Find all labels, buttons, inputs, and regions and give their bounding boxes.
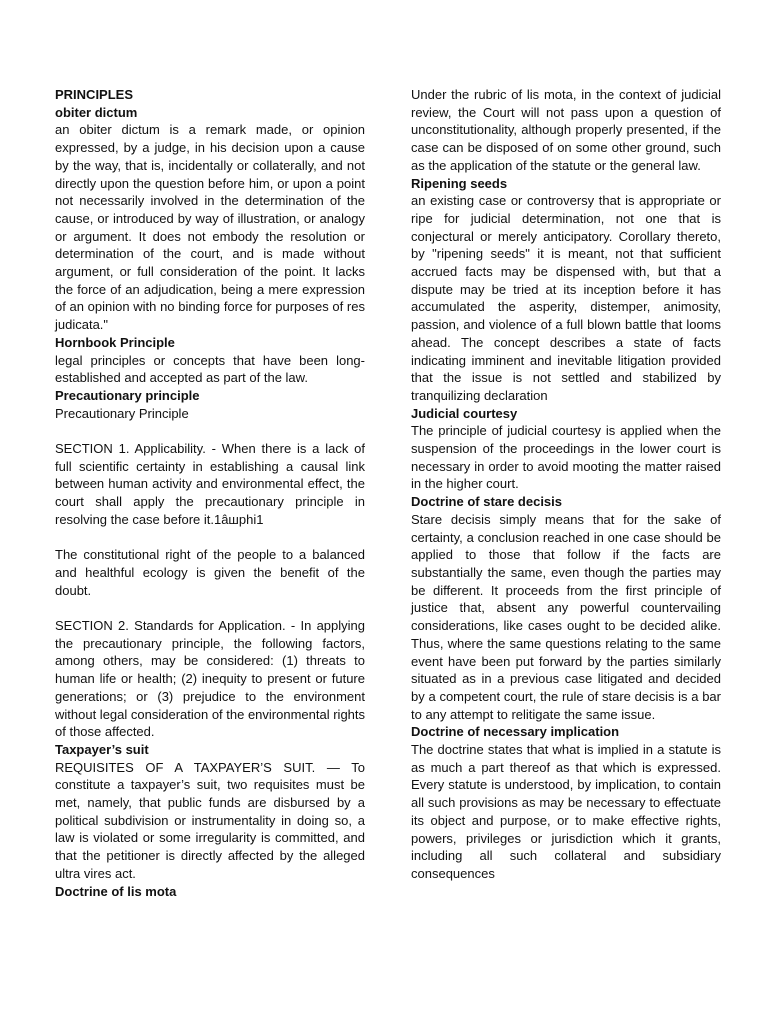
paragraph-taxpayers-suit: REQUISITES OF A TAXPAYER’S SUIT. — To constitute a taxpayer’s suit, two requisites must be met, namely, that public funds are disbursed by a political subdivision or instrumentality in doing so, a law is violated or some irregularity is committed, and that the petitioner is directly affected by the alleged ultra vires act. xyxy=(55,759,365,881)
heading-hornbook-principle: Hornbook Principle xyxy=(55,334,175,350)
subtitle-precautionary-principle: Precautionary Principle xyxy=(55,405,189,421)
spacer xyxy=(55,422,365,440)
paragraph-stare-decisis: Stare decisis simply means that for the sake of certainty, a conclusion reached in one case should be applied to those that follow if the facts are substantially the same, even though the parties may be different. It proceeds from the first principle of justice that, absent any powerful countervailing considerations, like cases ought to be decided alike. Thus, where the same questions relating to the same event have been put forward by the parties similarly situated as in a previous case litigated and decided by a competent court, the rule of stare decisis is a bar to any attempt to relitigate the same issue. xyxy=(411,511,721,722)
right-column xyxy=(411,86,721,883)
heading-taxpayers-suit: Taxpayer’s suit xyxy=(55,741,149,757)
paragraph-lis-mota: Under the rubric of lis mota, in the context of judicial review, the Court will not pass upon a question of unconstitutionality, although properly presented, if the case can be disposed of on some other ground, such as the application of the statute or the general law. xyxy=(411,87,721,173)
left-column xyxy=(55,86,365,900)
heading-judicial-courtesy: Judicial courtesy xyxy=(411,405,518,421)
document-title: PRINCIPLES xyxy=(55,87,134,102)
heading-obiter-dictum: obiter dictum xyxy=(55,104,138,120)
heading-ripening-seeds: Ripening seeds xyxy=(411,175,508,191)
heading-stare-decisis: Doctrine of stare decisis xyxy=(411,494,562,510)
spacer xyxy=(55,599,365,617)
heading-necessary-implication: Doctrine of necessary implication xyxy=(411,724,620,740)
paragraph-constitutional-right: The constitutional right of the people to a balanced and healthful ecology is given the benefit of the doubt. xyxy=(55,547,365,598)
paragraph-ripening-seeds: an existing case or controversy that is appropriate or ripe for judicial determination, not one that is conjectural or merely anticipatory. Corollary thereto, by "ripening seeds" it is meant, not that sufficient accrued facts may be dispensed with, but that a dispute may be tried at its inception before it has accumulated the asperity, distemper, animosity, passion, and violence of a full blown battle that looms ahead. The concept describes a state of facts indicating imminent and inevitable litigation provided that the issue is not settled and stabilized by tranquilizing declaration xyxy=(411,193,721,403)
paragraph-obiter-dictum: an obiter dictum is a remark made, or opinion expressed, by a judge, in his decision upon a cause by the way, that is, incidentally or collaterally, and not directly upon the question before him, or upon a point not necessarily involved in the determination of the cause, or introduced by way of illustration, or analogy or argument. It does not embody the resolution or determination of the court, and is made without argument, or full consideration of the point. It lacks the force of an adjudication, being a mere expression of an opinion with no binding force for purposes of res judicata." xyxy=(55,122,365,333)
paragraph-judicial-courtesy: The principle of judicial courtesy is applied when the suspension of the proceedings in the lower court is necessary in order to avoid mooting the matter raised in the higher court. xyxy=(411,423,721,492)
paragraph-section-2: SECTION 2. Standards for Application. - In applying the precautionary principle, the following factors, among others, may be considered: (1) threats to human life or health; (2) inequity to present or future generations; or (3) prejudice to the environment without legal consideration of the environmental rights of those affected. xyxy=(55,618,366,740)
heading-lis-mota: Doctrine of lis mota xyxy=(55,883,177,899)
paragraph-hornbook-principle: legal principles or concepts that have been long-established and accepted as part of the law. xyxy=(55,352,365,386)
spacer xyxy=(55,529,365,547)
paragraph-necessary-implication: The doctrine states that what is implied in a statute is as much a part thereof as that which is expressed. Every statute is understood, by implication, to contain all such provisions as may be necessary to effectuate its object and purpose, or to make effective rights, powers, privileges or jurisdiction which it grants, including all such collateral and subsidiary consequences xyxy=(411,742,721,881)
paragraph-section-1: SECTION 1. Applicability. - When there is a lack of full scientific certainty in establishing a causal link between human activity and environmental effect, the court shall apply the precautionary principle in resolving the case before it.1âшphi1 xyxy=(55,441,365,527)
heading-precautionary-principle: Precautionary principle xyxy=(55,387,200,403)
